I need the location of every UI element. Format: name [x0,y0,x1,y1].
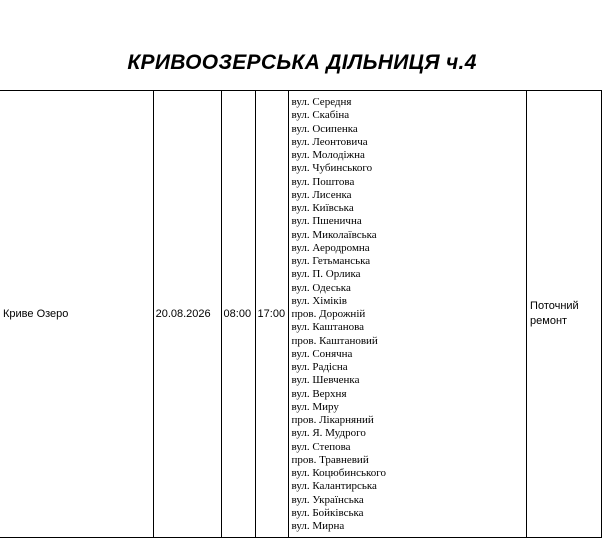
street-item: вул. Українська [291,493,364,506]
street-item: вул. Осипенка [291,122,358,135]
start-time-text: 08:00 [223,308,252,320]
street-item: вул. Середня [291,96,352,108]
location-text: Криве Озеро [3,308,69,320]
street-item: вул. Я. Мудрого [291,427,366,440]
street-item: вул. Калантирська [291,480,377,493]
table-row [0,91,602,538]
street-item: вул. Скабіна [291,109,350,122]
streets-cell [288,91,527,538]
street-item: вул. Мирна [291,520,345,532]
street-item: вул. Верхня [291,387,347,400]
street-item: вул. Миру [291,400,339,413]
date-cell [153,91,221,538]
location-cell [0,91,153,538]
street-item: вул. Сонячна [291,347,353,360]
street-item: вул. Радісна [291,361,348,373]
start-time-cell [221,91,255,538]
street-item: вул. Степова [291,440,351,453]
street-item: вул. Лисенка [291,188,352,201]
outage-table [0,90,602,538]
end-time-text: 17:00 [257,308,286,320]
street-item: вул. Коцюбинського [291,467,387,479]
street-item: вул. Чубинського [291,162,373,175]
work-type-cell [527,91,602,538]
street-item: вул. П. Орлика [291,268,361,281]
street-item: вул. Молодіжна [291,149,365,161]
date-text: 20.08.2026 [155,308,211,320]
street-item: вул. Гетьманська [291,255,371,267]
work-type-line-2: ремонт [530,315,568,327]
street-item: вул. Каштанова [291,321,365,334]
end-time-cell [255,91,288,538]
street-item: пров. Травневий [291,453,369,466]
street-item: пров. Дорожній [291,308,366,320]
streets-list [289,91,527,533]
street-item: пров. Лікарняний [291,414,374,426]
street-item: вул. Леонтовича [291,135,368,148]
street-item: вул. Поштова [291,175,355,188]
street-item: вул. Одеська [291,281,351,294]
street-item: вул. Київська [291,202,354,214]
work-type-text [527,299,601,329]
work-type-line-1: Поточний [530,300,579,312]
street-item: вул. Миколаївська [291,228,377,241]
street-item: вул. Бойківська [291,506,364,519]
street-item: вул. Пшенична [291,215,362,228]
street-item: вул. Хіміків [291,294,347,307]
street-item: пров. Каштановий [291,334,378,347]
street-item: вул. Шевченка [291,374,360,387]
street-item: вул. Аеродромна [291,241,370,254]
page-title: КРИВООЗЕРСЬКА ДІЛЬНИЦЯ ч.4 [127,51,477,74]
